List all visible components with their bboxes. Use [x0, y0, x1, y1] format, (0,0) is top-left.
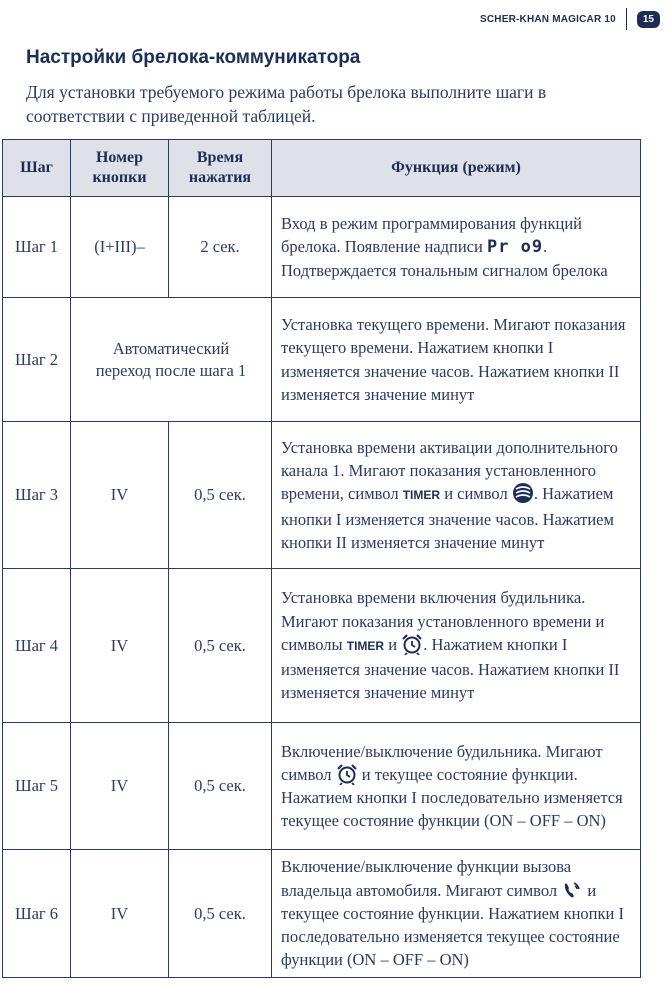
function-cell: [272, 850, 641, 978]
header-button: Номер кнопки: [71, 140, 169, 197]
header-divider: [626, 8, 627, 30]
step-cell: Шаг 1: [3, 197, 71, 298]
function-text: Установка времени включения будильника. Мигают показания установленного времени и символы: [281, 588, 605, 654]
timer-label: TIMER: [346, 638, 385, 653]
table-header-row: [3, 140, 641, 197]
table-row: [3, 422, 641, 569]
step-cell: Шаг 5: [3, 723, 71, 850]
duration-cell: 0,5 сек.: [169, 569, 272, 723]
function-text: . Нажатием кнопки I изменяется значение часов. Нажатием кнопки II изменяется значение минут: [281, 634, 620, 703]
header-duration: Время нажатия: [169, 140, 272, 197]
owner-call-icon: [561, 879, 583, 901]
button-cell: IV: [71, 422, 169, 569]
function-cell: Установка текущего времени. Мигают показания текущего времени. Нажатием кнопки I изменяется значение часов. Нажатием кнопки II изменяется значение минут: [272, 298, 641, 422]
function-text: и: [388, 634, 398, 654]
header-step: Шаг: [3, 140, 71, 197]
alarm-clock-icon: [336, 763, 358, 785]
step-cell: Шаг 4: [3, 569, 71, 723]
intro-paragraph: Для установки требуемого режима работы брелока выполните шаги в соответствии с приведенной таблицей.: [26, 82, 547, 126]
page-number: 15: [637, 11, 660, 28]
table-row: [3, 197, 641, 298]
function-text: . Нажатием кнопки I изменяется значение часов. Нажатием кнопки II изменяется значение минут: [281, 484, 614, 552]
table-row: [3, 298, 641, 422]
function-text: Установка времени активации дополнительного канала 1. Мигают показания установленного времени, символ: [281, 437, 618, 504]
button-cell: IV: [71, 850, 169, 978]
duration-cell: 2 сек.: [169, 197, 272, 298]
function-text: и текущее состояние функции. Нажатием кнопки I последовательно изменяется текущее состояние функции (ON – OFF – ON): [281, 880, 624, 970]
page-header: [480, 8, 660, 30]
button-cell: IV: [71, 569, 169, 723]
function-text: Вход в режим программирования функций брелока. Появление надписи: [281, 213, 583, 256]
function-text: . Подтверждается тональным сигналом брелока: [281, 236, 608, 281]
table-row: [3, 569, 641, 723]
function-cell: [272, 197, 641, 298]
table-row: [3, 723, 641, 850]
header-function: Функция (режим): [272, 140, 641, 197]
settings-table: [2, 139, 641, 978]
duration-cell: 0,5 сек.: [169, 422, 272, 569]
duration-cell: 0,5 сек.: [169, 723, 272, 850]
timer-label: TIMER: [402, 488, 441, 503]
alarm-clock-icon: [401, 633, 423, 655]
function-cell: [272, 569, 641, 723]
step-cell: Шаг 3: [3, 422, 71, 569]
signal-wave-icon: [512, 482, 534, 504]
function-cell: [272, 422, 641, 569]
function-text: Включение/выключение будильника. Мигают символ: [281, 741, 603, 784]
step-cell: Шаг 2: [3, 298, 71, 422]
table-row: [3, 850, 641, 978]
button-cell: IV: [71, 723, 169, 850]
duration-cell: 0,5 сек.: [169, 850, 272, 978]
button-cell: (I+III)–: [71, 197, 169, 298]
function-text: Включение/выключение функции вызова владельца автомобиля. Мигают символ: [281, 857, 572, 900]
function-text: и текущее состояние функции. Нажатием кнопки I последовательно изменяется текущее состояние функции (ON – OFF – ON): [281, 764, 623, 831]
auto-transition-cell: Автоматический переход после шага 1: [71, 298, 272, 422]
prog-display-glyph: Pr o9: [486, 236, 544, 257]
brand-name: SCHER-KHAN MAGICAR 10: [480, 13, 616, 25]
function-cell: [272, 723, 641, 850]
step-cell: Шаг 6: [3, 850, 71, 978]
function-text: и символ: [444, 484, 508, 504]
section-title: Настройки брелока-коммуникатора: [26, 47, 361, 68]
